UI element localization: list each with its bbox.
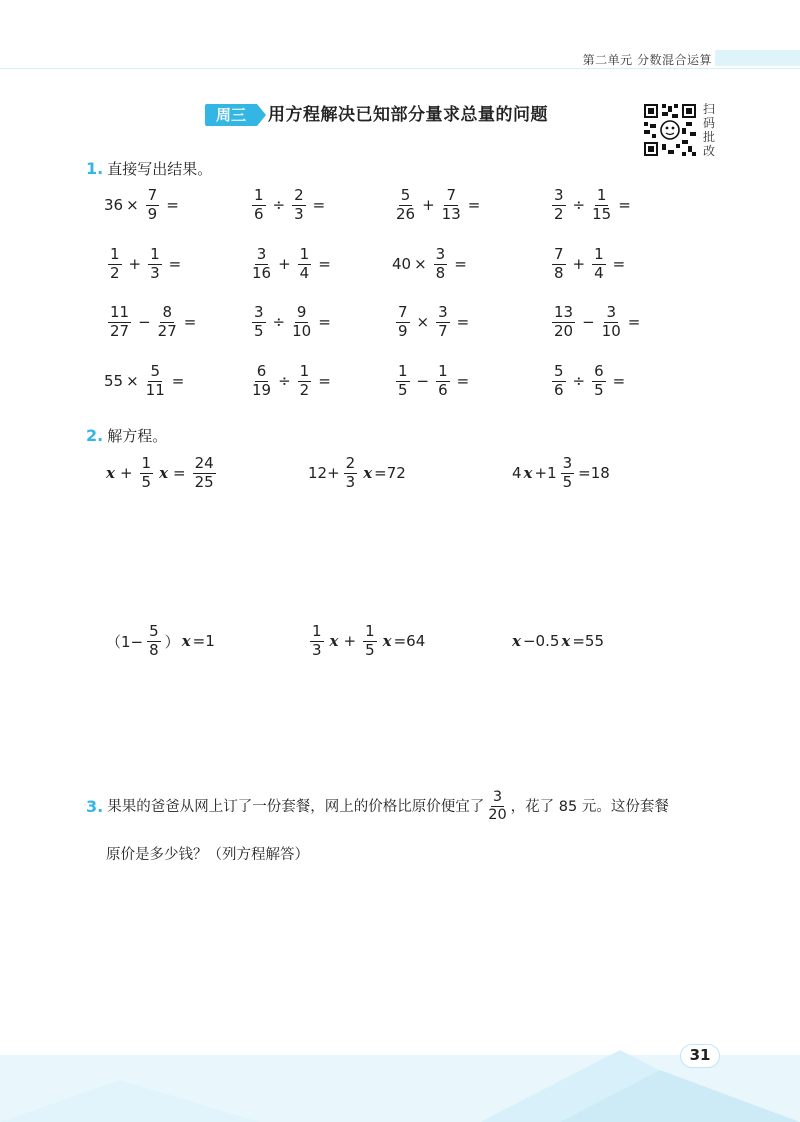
numerator: 3 <box>438 303 448 321</box>
fraction <box>148 247 162 282</box>
fraction <box>252 305 266 340</box>
fraction <box>396 305 410 340</box>
numerator: 1 <box>438 362 448 380</box>
expr-text: +1 <box>534 464 557 483</box>
numerator: 3 <box>606 303 616 321</box>
denominator: 7 <box>438 321 448 340</box>
numerator: 3 <box>256 245 267 263</box>
fraction <box>434 247 448 282</box>
fraction <box>252 364 271 399</box>
section-number: 1. <box>86 159 104 178</box>
operator: × <box>126 372 139 391</box>
numerator: 3 <box>254 303 264 321</box>
equals-sign: = <box>318 372 331 391</box>
fraction <box>147 624 161 659</box>
operator: ÷ <box>272 196 286 215</box>
problem-text: 果果的爸爸从网上订了一份套餐，网上的价格比原价便宜了 <box>107 798 485 815</box>
numerator: 5 <box>150 362 160 380</box>
header-tab <box>715 50 800 66</box>
denominator: 5 <box>562 472 573 491</box>
equals-sign: = <box>456 313 470 332</box>
numerator: 8 <box>162 303 172 321</box>
equals-sign: = <box>166 196 179 215</box>
fraction <box>298 364 312 399</box>
var-x: x <box>363 464 373 483</box>
denominator: 3 <box>345 472 356 491</box>
fraction <box>292 188 306 223</box>
denominator: 20 <box>488 807 507 824</box>
denominator: 27 <box>110 321 130 340</box>
fraction <box>140 456 154 491</box>
qr-code-icon[interactable] <box>642 102 698 158</box>
numerator: 1 <box>312 622 322 640</box>
fraction <box>146 188 160 223</box>
numerator: 1 <box>110 245 120 263</box>
numerator: 5 <box>554 362 564 380</box>
operator: × <box>126 196 139 215</box>
denominator: 6 <box>438 380 448 399</box>
operator: + <box>278 255 291 274</box>
denominator: 2 <box>554 204 564 223</box>
fraction <box>344 456 358 491</box>
operator: + <box>343 632 357 651</box>
calc-item <box>248 364 334 399</box>
numerator: 7 <box>554 245 564 263</box>
numerator: 13 <box>554 303 574 321</box>
fraction <box>396 188 415 223</box>
var-x: x <box>159 464 169 483</box>
expr-text: =18 <box>578 464 610 483</box>
fraction <box>436 305 450 340</box>
denominator: 10 <box>292 321 312 340</box>
operator: + <box>119 464 133 483</box>
fraction <box>292 305 311 340</box>
fraction <box>488 790 506 823</box>
numerator: 7 <box>147 186 158 204</box>
numerator: 2 <box>345 454 356 472</box>
word-problem <box>86 790 726 823</box>
var-x: x <box>106 464 115 483</box>
equals-sign: = <box>467 196 481 215</box>
denominator: 8 <box>435 263 446 282</box>
denominator: 3 <box>312 640 322 659</box>
expr-text: =64 <box>393 632 426 651</box>
numerator: 6 <box>256 362 267 380</box>
calc-item <box>392 188 483 223</box>
fraction <box>552 188 566 223</box>
fraction <box>592 247 606 282</box>
denominator: 11 <box>145 380 165 399</box>
calc-item <box>548 364 628 399</box>
fraction <box>310 624 324 659</box>
expr-text: −0.5 <box>522 632 560 650</box>
equals-sign: = <box>168 255 182 274</box>
equals-sign: = <box>183 313 197 332</box>
operator: ÷ <box>572 372 586 391</box>
fraction <box>396 364 410 399</box>
denominator: 13 <box>441 204 461 223</box>
fraction <box>592 364 606 399</box>
qr-label-char: 扫 <box>703 102 716 116</box>
denominator: 9 <box>147 204 158 223</box>
page-number: 31 <box>680 1044 720 1068</box>
numerator: 6 <box>594 362 604 380</box>
equals-sign: = <box>618 196 631 215</box>
fraction <box>363 624 377 659</box>
whole-number: 36 <box>104 196 124 215</box>
var-x: x <box>561 632 571 650</box>
operator: + <box>422 196 435 215</box>
expr-text: （1− <box>106 632 144 651</box>
denominator: 5 <box>141 472 152 491</box>
operator: ÷ <box>278 372 291 391</box>
expr-text: 12+ <box>308 464 340 483</box>
expr-text: ） <box>164 632 180 651</box>
fraction <box>552 305 575 340</box>
denominator: 3 <box>150 263 160 282</box>
denominator: 6 <box>254 204 264 223</box>
denominator: 9 <box>398 321 408 340</box>
numerator: 11 <box>110 303 130 321</box>
whole-number: 55 <box>104 372 124 391</box>
operator: × <box>416 313 430 332</box>
denominator: 2 <box>110 263 120 282</box>
denominator: 2 <box>299 380 310 399</box>
denominator: 8 <box>149 640 159 659</box>
whole-number: 40 <box>392 255 412 274</box>
numerator: 1 <box>398 362 408 380</box>
fraction <box>108 247 122 282</box>
denominator: 4 <box>299 263 310 282</box>
denominator: 27 <box>157 321 177 340</box>
qr-label <box>703 102 717 158</box>
operator: − <box>582 313 595 332</box>
numerator: 1 <box>141 454 152 472</box>
word-problem-line-2: 原价是多少钱？（列方程解答） <box>106 847 309 863</box>
denominator: 4 <box>594 263 604 282</box>
fraction <box>602 305 621 340</box>
denominator: 8 <box>554 263 564 282</box>
numerator: 3 <box>562 454 573 472</box>
denominator: 3 <box>294 204 304 223</box>
fraction <box>158 305 177 340</box>
numerator: 9 <box>296 303 307 321</box>
numerator: 3 <box>554 186 564 204</box>
fraction <box>442 188 461 223</box>
denominator: 20 <box>554 321 574 340</box>
calc-item <box>104 305 199 340</box>
denominator: 5 <box>254 321 264 340</box>
fraction <box>193 456 216 491</box>
expr-text: 4 <box>512 464 522 483</box>
day-badge: 周三 <box>205 104 257 126</box>
fraction <box>436 364 450 399</box>
equals-sign: = <box>173 464 186 483</box>
calc-item <box>392 305 472 340</box>
numerator: 7 <box>398 303 408 321</box>
denominator: 5 <box>398 380 408 399</box>
equals-sign: = <box>318 255 331 274</box>
unit-label: 第二单元 分数混合运算 <box>582 53 712 67</box>
operator: ÷ <box>572 196 586 215</box>
equals-sign: = <box>171 372 185 391</box>
calc-item <box>104 364 187 399</box>
bottom-band <box>0 1055 800 1122</box>
equals-sign: = <box>318 313 331 332</box>
calc-item <box>548 305 643 340</box>
numerator: 1 <box>254 186 264 204</box>
var-x: x <box>329 632 339 651</box>
fraction <box>552 364 566 399</box>
section-1-heading <box>86 158 212 179</box>
fraction <box>108 305 131 340</box>
lesson-title: 用方程解决已知部分量求总量的问题 <box>268 105 548 125</box>
fraction <box>561 456 575 491</box>
calc-item <box>104 247 184 282</box>
fraction <box>298 247 312 282</box>
calc-item <box>392 364 472 399</box>
header-rule <box>0 68 800 69</box>
calc-item <box>248 305 334 340</box>
fraction <box>252 188 266 223</box>
section-text: 解方程。 <box>107 427 168 445</box>
var-x: x <box>523 464 533 483</box>
numerator: 1 <box>150 245 160 263</box>
equation-5 <box>306 624 425 659</box>
numerator: 1 <box>594 245 604 263</box>
calc-item <box>248 247 334 282</box>
expr-text: =1 <box>192 632 215 651</box>
qr-label-char: 码 <box>703 116 716 130</box>
operator: − <box>138 313 151 332</box>
equals-sign: = <box>627 313 641 332</box>
equation-6 <box>510 632 604 650</box>
equation-1 <box>104 456 220 491</box>
operator: − <box>416 372 430 391</box>
equals-sign: = <box>454 255 467 274</box>
mountain-decoration <box>0 1010 800 1122</box>
problem-text: ，花了 85 元。这份套餐 <box>510 798 669 815</box>
denominator: 15 <box>592 204 612 223</box>
denominator: 26 <box>396 204 416 223</box>
denominator: 25 <box>194 472 214 491</box>
denominator: 16 <box>252 263 272 282</box>
equation-2 <box>308 456 406 491</box>
calc-item <box>392 247 470 282</box>
fraction <box>146 364 165 399</box>
equals-sign: = <box>312 196 326 215</box>
fraction <box>592 188 611 223</box>
numerator: 2 <box>294 186 304 204</box>
numerator: 24 <box>194 454 214 472</box>
equals-sign: = <box>612 255 626 274</box>
section-number: 2. <box>86 426 104 445</box>
denominator: 10 <box>601 321 621 340</box>
numerator: 3 <box>491 790 504 807</box>
qr-label-char: 改 <box>703 144 716 158</box>
operator: + <box>572 255 586 274</box>
operator: + <box>128 255 142 274</box>
calc-item <box>104 188 182 223</box>
denominator: 5 <box>365 640 375 659</box>
equation-4 <box>106 624 215 659</box>
calc-item <box>248 188 328 223</box>
fraction <box>552 247 566 282</box>
expr-text: =72 <box>374 464 406 483</box>
numerator: 1 <box>299 245 310 263</box>
section-text: 直接写出结果。 <box>107 160 213 178</box>
numerator: 7 <box>446 186 456 204</box>
section-number: 3. <box>86 796 104 816</box>
expr-text: =55 <box>572 632 604 650</box>
operator: × <box>414 255 427 274</box>
denominator: 6 <box>554 380 564 399</box>
qr-label-char: 批 <box>703 130 716 144</box>
calc-item <box>548 188 634 223</box>
numerator: 3 <box>435 245 446 263</box>
equation-3 <box>512 456 610 491</box>
numerator: 1 <box>299 362 310 380</box>
var-x: x <box>512 632 521 650</box>
numerator: 5 <box>400 186 411 204</box>
calc-item <box>548 247 628 282</box>
var-x: x <box>181 632 191 651</box>
numerator: 5 <box>149 622 159 640</box>
section-2-heading <box>86 425 167 446</box>
fraction <box>252 247 271 282</box>
numerator: 1 <box>365 622 375 640</box>
numerator: 1 <box>596 186 607 204</box>
operator: ÷ <box>272 313 286 332</box>
denominator: 19 <box>252 380 272 399</box>
denominator: 5 <box>594 380 604 399</box>
var-x: x <box>382 632 392 651</box>
equals-sign: = <box>612 372 626 391</box>
equals-sign: = <box>456 372 470 391</box>
